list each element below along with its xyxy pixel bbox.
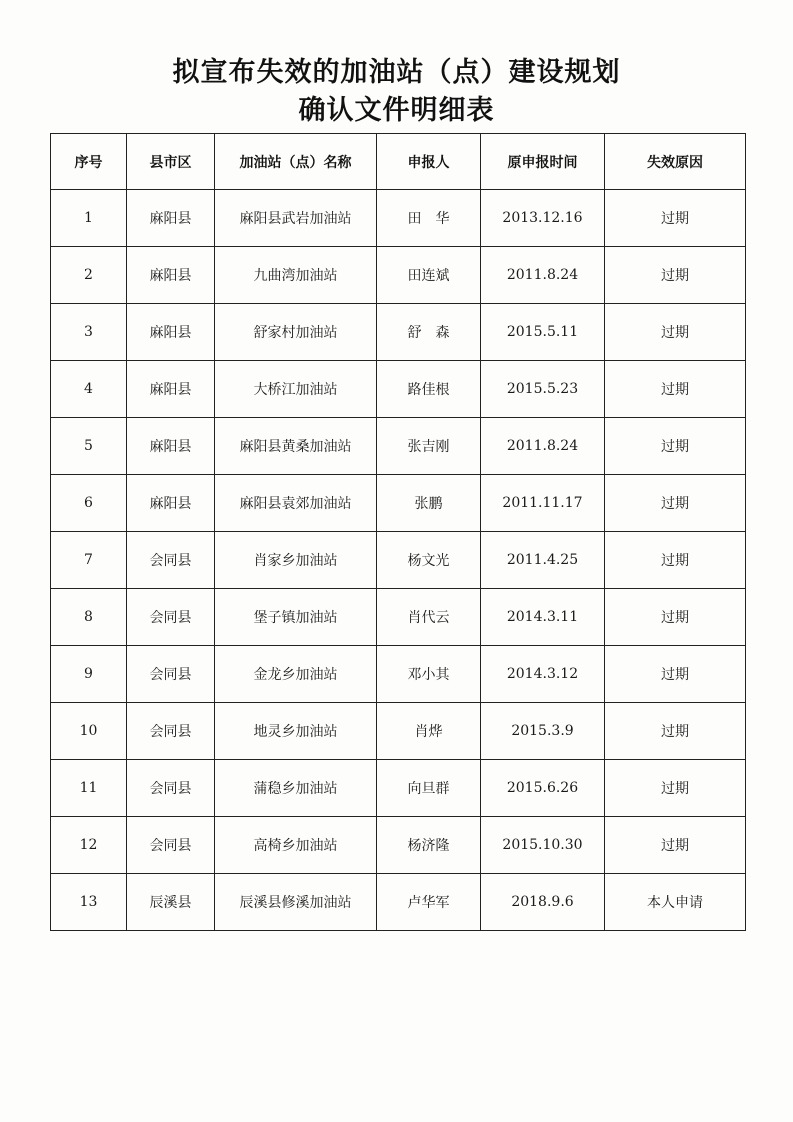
cell-reason: 过期 <box>605 361 746 418</box>
table-body <box>51 190 746 931</box>
table-row <box>51 703 746 760</box>
cell-station: 辰溪县修溪加油站 <box>215 874 377 931</box>
cell-time: 2011.4.25 <box>481 532 605 589</box>
cell-county: 会同县 <box>127 760 215 817</box>
cell-no: 4 <box>51 361 127 418</box>
cell-reason: 过期 <box>605 760 746 817</box>
header-no: 序号 <box>51 134 127 190</box>
cell-no: 12 <box>51 817 127 874</box>
cell-time: 2015.6.26 <box>481 760 605 817</box>
cell-applicant: 肖烨 <box>377 703 481 760</box>
cell-no: 9 <box>51 646 127 703</box>
cell-time: 2013.12.16 <box>481 190 605 247</box>
table-row <box>51 247 746 304</box>
cell-applicant: 卢华军 <box>377 874 481 931</box>
table-row <box>51 817 746 874</box>
cell-no: 1 <box>51 190 127 247</box>
cell-county: 会同县 <box>127 703 215 760</box>
cell-time: 2015.5.11 <box>481 304 605 361</box>
cell-applicant: 田 华 <box>377 190 481 247</box>
cell-county: 会同县 <box>127 589 215 646</box>
table-row <box>51 589 746 646</box>
cell-county: 会同县 <box>127 817 215 874</box>
cell-station: 肖家乡加油站 <box>215 532 377 589</box>
cell-applicant: 舒 森 <box>377 304 481 361</box>
cell-county: 麻阳县 <box>127 418 215 475</box>
cell-no: 7 <box>51 532 127 589</box>
cell-time: 2018.9.6 <box>481 874 605 931</box>
cell-station: 堡子镇加油站 <box>215 589 377 646</box>
table-header <box>51 134 746 190</box>
cell-reason: 本人申请 <box>605 874 746 931</box>
header-county: 县市区 <box>127 134 215 190</box>
cell-time: 2015.3.9 <box>481 703 605 760</box>
cell-county: 麻阳县 <box>127 361 215 418</box>
cell-no: 13 <box>51 874 127 931</box>
cell-station: 地灵乡加油站 <box>215 703 377 760</box>
cell-time: 2015.5.23 <box>481 361 605 418</box>
header-row <box>51 134 746 190</box>
cell-applicant: 张吉刚 <box>377 418 481 475</box>
cell-station: 金龙乡加油站 <box>215 646 377 703</box>
cell-no: 6 <box>51 475 127 532</box>
cell-applicant: 田连斌 <box>377 247 481 304</box>
cell-no: 10 <box>51 703 127 760</box>
cell-reason: 过期 <box>605 817 746 874</box>
cell-county: 麻阳县 <box>127 304 215 361</box>
header-station: 加油站（点）名称 <box>215 134 377 190</box>
cell-no: 8 <box>51 589 127 646</box>
cell-time: 2015.10.30 <box>481 817 605 874</box>
cell-county: 麻阳县 <box>127 247 215 304</box>
header-time: 原申报时间 <box>481 134 605 190</box>
cell-no: 2 <box>51 247 127 304</box>
cell-county: 麻阳县 <box>127 190 215 247</box>
table-row <box>51 304 746 361</box>
cell-applicant: 杨文光 <box>377 532 481 589</box>
table-row <box>51 190 746 247</box>
cell-time: 2011.8.24 <box>481 418 605 475</box>
cell-station: 蒲稳乡加油站 <box>215 760 377 817</box>
header-applicant: 申报人 <box>377 134 481 190</box>
cell-no: 11 <box>51 760 127 817</box>
cell-reason: 过期 <box>605 532 746 589</box>
cell-no: 5 <box>51 418 127 475</box>
cell-time: 2014.3.12 <box>481 646 605 703</box>
cell-reason: 过期 <box>605 190 746 247</box>
table-row <box>51 874 746 931</box>
table-row <box>51 418 746 475</box>
cell-applicant: 张鹏 <box>377 475 481 532</box>
table-row <box>51 760 746 817</box>
cell-applicant: 肖代云 <box>377 589 481 646</box>
cell-reason: 过期 <box>605 418 746 475</box>
cell-county: 会同县 <box>127 532 215 589</box>
cell-station: 大桥江加油站 <box>215 361 377 418</box>
cell-applicant: 邓小其 <box>377 646 481 703</box>
table-row <box>51 646 746 703</box>
cell-station: 高椅乡加油站 <box>215 817 377 874</box>
cell-station: 麻阳县武岩加油站 <box>215 190 377 247</box>
document-title-line-1: 拟宣布失效的加油站（点）建设规划 <box>172 57 621 88</box>
cell-county: 会同县 <box>127 646 215 703</box>
cell-reason: 过期 <box>605 475 746 532</box>
cell-applicant: 向旦群 <box>377 760 481 817</box>
header-reason: 失效原因 <box>605 134 746 190</box>
detail-table <box>50 133 746 931</box>
cell-station: 九曲湾加油站 <box>215 247 377 304</box>
document-title-line-2: 确认文件明细表 <box>298 95 495 126</box>
cell-county: 辰溪县 <box>127 874 215 931</box>
cell-time: 2011.8.24 <box>481 247 605 304</box>
table-row <box>51 475 746 532</box>
cell-no: 3 <box>51 304 127 361</box>
cell-time: 2011.11.17 <box>481 475 605 532</box>
cell-station: 麻阳县袁郊加油站 <box>215 475 377 532</box>
cell-reason: 过期 <box>605 304 746 361</box>
cell-station: 麻阳县黄桑加油站 <box>215 418 377 475</box>
cell-applicant: 杨济隆 <box>377 817 481 874</box>
cell-time: 2014.3.11 <box>481 589 605 646</box>
table-row <box>51 532 746 589</box>
table-row <box>51 361 746 418</box>
cell-applicant: 路佳根 <box>377 361 481 418</box>
cell-county: 麻阳县 <box>127 475 215 532</box>
cell-reason: 过期 <box>605 589 746 646</box>
cell-station: 舒家村加油站 <box>215 304 377 361</box>
cell-reason: 过期 <box>605 646 746 703</box>
cell-reason: 过期 <box>605 703 746 760</box>
cell-reason: 过期 <box>605 247 746 304</box>
